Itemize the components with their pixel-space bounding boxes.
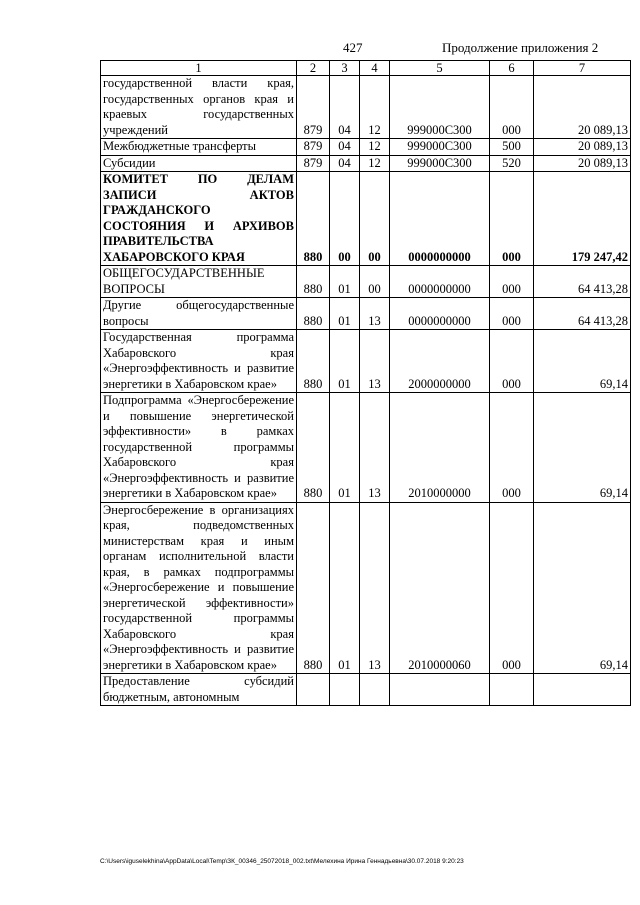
- row-name-cell: ОБЩЕГОСУДАРСТВЕННЫЕ ВОПРОСЫ: [101, 266, 297, 298]
- row-name-cell: Другие общегосударственные вопросы: [101, 298, 297, 330]
- expense-type-cell: [490, 674, 534, 706]
- expense-type-cell: 500: [490, 139, 534, 156]
- amount-cell: 69,14: [534, 393, 631, 503]
- column-number: 6: [490, 61, 534, 76]
- expense-type-cell: 000: [490, 76, 534, 139]
- subsection-code-cell: 00: [360, 266, 390, 298]
- table-row: [101, 330, 631, 393]
- target-article-cell: 0000000000: [390, 172, 490, 266]
- section-code-cell: 04: [330, 155, 360, 172]
- continuation-label: Продолжение приложения 2: [442, 40, 599, 55]
- department-code-cell: 880: [297, 172, 330, 266]
- subsection-code-cell: 12: [360, 155, 390, 172]
- amount-cell: 20 089,13: [534, 76, 631, 139]
- subsection-code-cell: 12: [360, 76, 390, 139]
- target-article-cell: 2000000000: [390, 330, 490, 393]
- subsection-code-cell: [360, 674, 390, 706]
- row-name-cell: Межбюджетные трансферты: [101, 139, 297, 156]
- row-name-cell: Предоставление субсидий бюджетным, автономным: [101, 674, 297, 706]
- expense-type-cell: 520: [490, 155, 534, 172]
- department-code-cell: 879: [297, 155, 330, 172]
- section-code-cell: 01: [330, 266, 360, 298]
- table-row: [101, 674, 631, 706]
- target-article-cell: 0000000000: [390, 266, 490, 298]
- amount-cell: 179 247,42: [534, 172, 631, 266]
- amount-cell: 69,14: [534, 502, 631, 674]
- subsection-code-cell: 13: [360, 502, 390, 674]
- department-code-cell: 879: [297, 139, 330, 156]
- expense-type-cell: 000: [490, 393, 534, 503]
- department-code-cell: [297, 674, 330, 706]
- column-number: 7: [534, 61, 631, 76]
- target-article-cell: 999000С300: [390, 155, 490, 172]
- amount-cell: 20 089,13: [534, 155, 631, 172]
- column-number-row: [101, 61, 631, 76]
- expense-type-cell: 000: [490, 298, 534, 330]
- column-number: 5: [390, 61, 490, 76]
- footer-file-path: C:\Users\iguselekhina\AppData\Local\Temp\ЗК_00346_25072018_002.txt\Мелехина Ирина Геннадьевна\30.07.2018 9:20:23: [100, 858, 464, 865]
- subsection-code-cell: 00: [360, 172, 390, 266]
- target-article-cell: 0000000000: [390, 298, 490, 330]
- expense-type-cell: 000: [490, 330, 534, 393]
- row-name-cell: Подпрограмма «Энергосбережение и повышение энергетической эффективности» в рамках государственной программы Хабаровского края «Энергоэффективность и развитие энергетики в Хабаровском крае»: [101, 393, 297, 503]
- table-row: [101, 502, 631, 674]
- target-article-cell: 2010000060: [390, 502, 490, 674]
- amount-cell: 20 089,13: [534, 139, 631, 156]
- section-code-cell: 04: [330, 76, 360, 139]
- subsection-code-cell: 13: [360, 330, 390, 393]
- section-code-cell: 01: [330, 298, 360, 330]
- amount-cell: [534, 674, 631, 706]
- expense-type-cell: 000: [490, 502, 534, 674]
- target-article-cell: [390, 674, 490, 706]
- department-code-cell: 880: [297, 393, 330, 503]
- amount-cell: 64 413,28: [534, 298, 631, 330]
- section-code-cell: 01: [330, 393, 360, 503]
- page-number: 427: [343, 40, 363, 55]
- subsection-code-cell: 12: [360, 139, 390, 156]
- expense-type-cell: 000: [490, 266, 534, 298]
- department-code-cell: 880: [297, 330, 330, 393]
- section-code-cell: [330, 674, 360, 706]
- row-name-cell: Субсидии: [101, 155, 297, 172]
- section-code-cell: 04: [330, 139, 360, 156]
- row-name-cell: государственной власти края, государственных органов края и краевых государственных учреждений: [101, 76, 297, 139]
- table-row: [101, 172, 631, 266]
- row-name-cell: Энергосбережение в организациях края, подведомственных министерствам края и иным органам исполнительной власти края, в рамках подпрограммы «Энергосбережение и повышение энергетической эффективности» государственной программы Хабаровского края «Энергоэффективность и развитие энергетики в Хабаровском крае»: [101, 502, 297, 674]
- section-code-cell: 01: [330, 330, 360, 393]
- column-number: 1: [101, 61, 297, 76]
- department-code-cell: 880: [297, 298, 330, 330]
- section-code-cell: 01: [330, 502, 360, 674]
- department-code-cell: 880: [297, 502, 330, 674]
- subsection-code-cell: 13: [360, 298, 390, 330]
- expense-type-cell: 000: [490, 172, 534, 266]
- table-row: [101, 155, 631, 172]
- row-name-cell: Государственная программа Хабаровского края «Энергоэффективность и развитие энергетики в Хабаровском крае»: [101, 330, 297, 393]
- section-code-cell: 00: [330, 172, 360, 266]
- table-row: [101, 393, 631, 503]
- target-article-cell: 999000С300: [390, 139, 490, 156]
- target-article-cell: 2010000000: [390, 393, 490, 503]
- table-row: [101, 298, 631, 330]
- subsection-code-cell: 13: [360, 393, 390, 503]
- amount-cell: 64 413,28: [534, 266, 631, 298]
- table-row: [101, 266, 631, 298]
- column-number: 2: [297, 61, 330, 76]
- table-row: [101, 76, 631, 139]
- row-name-cell: КОМИТЕТ ПО ДЕЛАМ ЗАПИСИ АКТОВ ГРАЖДАНСКОГО СОСТОЯНИЯ И АРХИВОВ ПРАВИТЕЛЬСТВА ХАБАРОВСКОГО КРАЯ: [101, 172, 297, 266]
- column-number: 3: [330, 61, 360, 76]
- department-code-cell: 879: [297, 76, 330, 139]
- budget-table: [100, 60, 631, 706]
- department-code-cell: 880: [297, 266, 330, 298]
- table-row: [101, 139, 631, 156]
- column-number: 4: [360, 61, 390, 76]
- amount-cell: 69,14: [534, 330, 631, 393]
- target-article-cell: 999000С300: [390, 76, 490, 139]
